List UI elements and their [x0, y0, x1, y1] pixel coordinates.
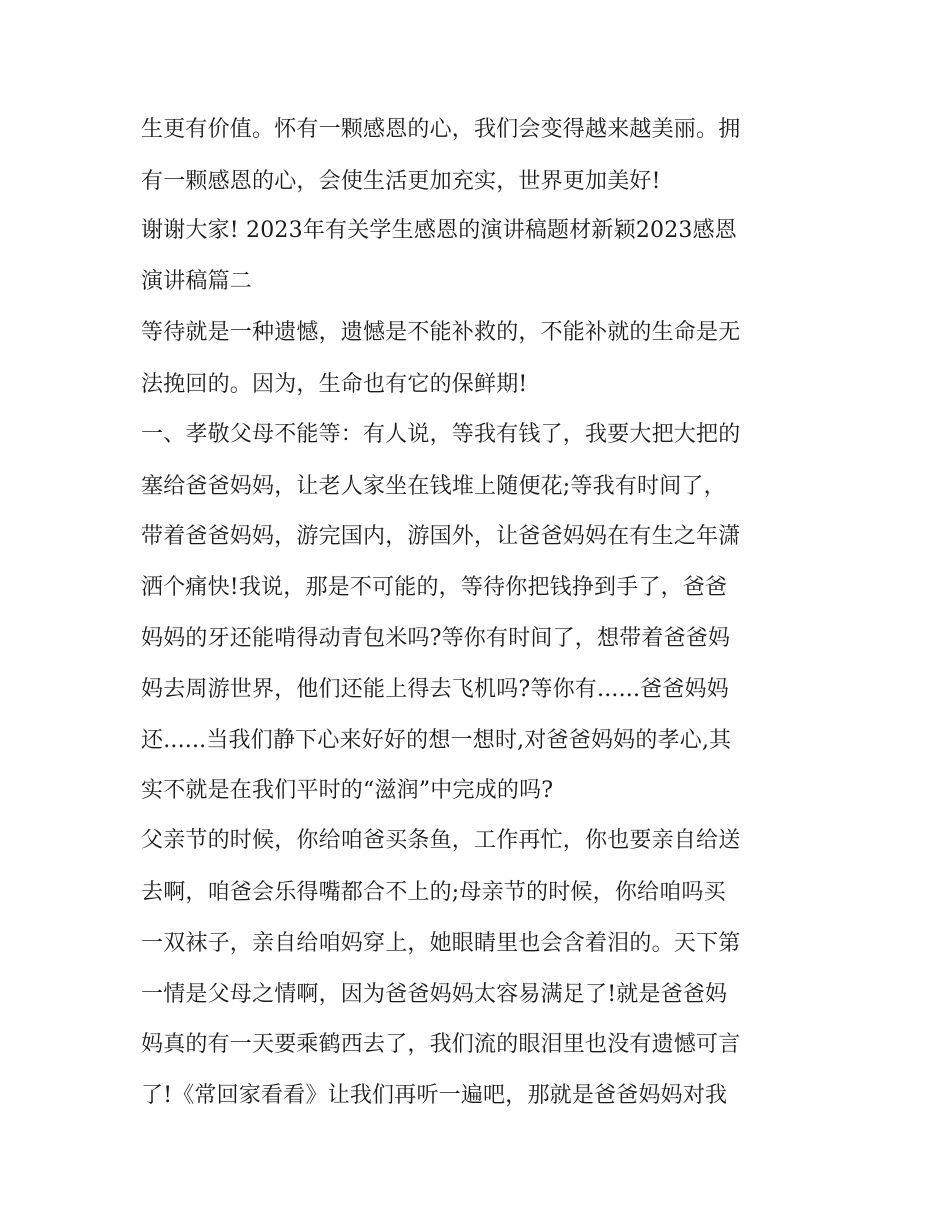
text-line: 有一颗感恩的心，会使生活更加充实，世界更加美好!: [141, 169, 661, 194]
text-line: 了!《常回家看看》让我们再听一遍吧，那就是爸爸妈妈对我: [141, 1083, 728, 1108]
text-line: 洒个痛快!我说，那是不可能的，等待你把钱挣到手了，爸爸: [141, 575, 728, 600]
text-line: 妈妈的牙还能啃得动青包米吗?等你有时间了，想带着爸爸妈: [141, 626, 731, 651]
text-line: 带着爸爸妈妈，游完国内，游国外，让爸爸妈妈在有生之年潇: [141, 524, 741, 549]
text-line: 妈去周游世界，他们还能上得去飞机吗?等你有......爸爸妈妈: [141, 677, 729, 702]
text-line: 实不就是在我们平时的“滋润”中完成的吗?: [141, 778, 554, 803]
text-line: 一双袜子，亲自给咱妈穿上，她眼睛里也会含着泪的。天下第: [141, 931, 741, 956]
text-line: 还......当我们静下心来好好的想一想时,对爸爸妈妈的孝心,其: [141, 728, 732, 753]
text-line: 父亲节的时候，你给咱爸买条鱼，工作再忙，你也要亲自给送: [141, 828, 741, 853]
text-line: 一情是父母之情啊，因为爸爸妈妈太容易满足了!就是爸爸妈: [141, 982, 728, 1007]
text-line: 演讲稿篇二: [141, 269, 253, 294]
text-line: 谢谢大家! 2023年有关学生感恩的演讲稿题材新颖2023感恩: [141, 218, 738, 243]
text-line: 一、孝敬父母不能等：有人说，等我有钱了，我要大把大把的: [141, 422, 741, 447]
text-line: 妈真的有一天要乘鹤西去了，我们流的眼泪里也没有遗憾可言: [141, 1032, 741, 1057]
text-line: 塞给爸爸妈妈，让老人家坐在钱堆上随便花;等我有时间了，: [141, 474, 726, 499]
text-line: 等待就是一种遗憾，遗憾是不能补救的，不能补就的生命是无: [141, 320, 741, 345]
text-line: 生更有价值。怀有一颗感恩的心，我们会变得越来越美丽。拥: [141, 117, 741, 142]
text-line: 去啊，咱爸会乐得嘴都合不上的;母亲节的时候，你给咱吗买: [141, 880, 726, 905]
text-line: 法挽回的。因为，生命也有它的保鲜期!: [141, 372, 528, 397]
